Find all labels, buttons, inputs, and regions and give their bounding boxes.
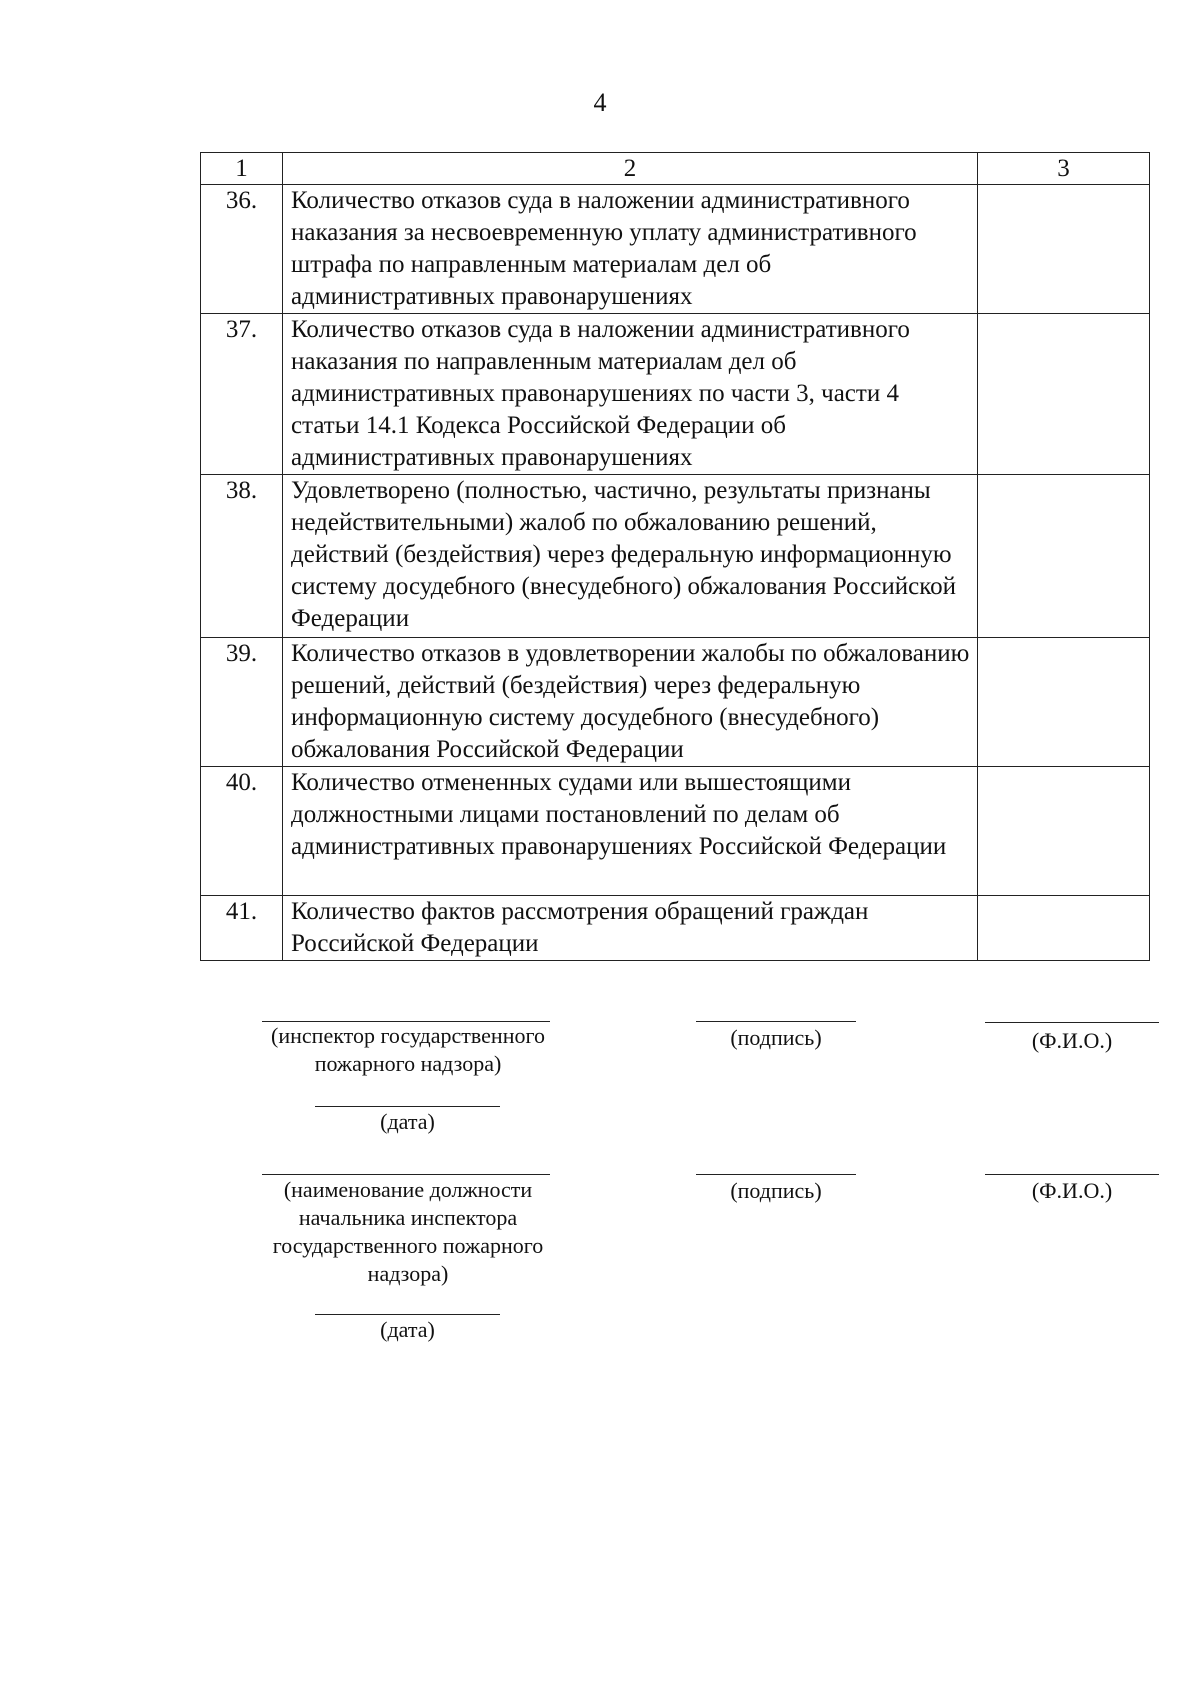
chief-position-line [262, 1174, 550, 1175]
row-value [978, 185, 1150, 314]
row-value [978, 767, 1150, 896]
chief-signature-caption: (подпись) [730, 1178, 822, 1203]
column-header-2: 2 [283, 153, 978, 185]
chief-position-caption: (наименование должности начальника инспектора государственного пожарного надзора) [272, 1177, 544, 1286]
row-number: 37. [201, 314, 283, 475]
table-row [201, 185, 1150, 314]
inspector-signature-line [696, 1021, 856, 1022]
inspector-name-line [985, 1022, 1159, 1023]
chief-date-caption: (дата) [380, 1317, 435, 1342]
inspector-position-caption: (инспектор государственного пожарного надзора) [271, 1023, 545, 1076]
table-row [201, 475, 1150, 638]
row-value [978, 638, 1150, 767]
row-number: 39. [201, 638, 283, 767]
table-row [201, 638, 1150, 767]
table-row [201, 896, 1150, 961]
inspector-date-line [315, 1106, 500, 1107]
row-value [978, 475, 1150, 638]
row-number: 38. [201, 475, 283, 638]
row-description: Удовлетворено (полностью, частично, результаты признаны недействительными) жалоб по обжалованию решений, действий (бездействия) через федеральную информационную систему досудебного (внесудебного) обжалования Российской Федерации [283, 475, 978, 638]
row-description: Количество отказов в удовлетворении жалобы по обжалованию решений, действий (бездействия) через федеральную информационную систему досудебного (внесудебного) обжалования Российской Федерации [283, 638, 978, 767]
table-row [201, 767, 1150, 896]
chief-name-line [985, 1174, 1159, 1175]
page-number: 4 [593, 88, 607, 117]
row-value [978, 896, 1150, 961]
inspector-signature-caption: (подпись) [730, 1025, 822, 1050]
row-description: Количество отказов суда в наложении административного наказания за несвоевременную уплату административного штрафа по направленным материалам дел об административных правонарушениях [283, 185, 978, 314]
chief-date-line [315, 1314, 500, 1315]
row-number: 36. [201, 185, 283, 314]
row-number: 40. [201, 767, 283, 896]
row-number: 41. [201, 896, 283, 961]
chief-signature-line [696, 1174, 856, 1175]
row-value [978, 314, 1150, 475]
row-description: Количество фактов рассмотрения обращений граждан Российской Федерации [283, 896, 978, 961]
row-description: Количество отказов суда в наложении административного наказания по направленным материалам дел об административных правонарушениях по части 3, части 4 статьи 14.1 Кодекса Российской Федерации об административных правонарушениях [283, 314, 978, 475]
table-header-row [201, 153, 1150, 185]
report-table [200, 152, 1150, 961]
inspector-name-caption: (Ф.И.О.) [1031, 1028, 1113, 1053]
column-header-1: 1 [201, 153, 283, 185]
column-header-3: 3 [978, 153, 1150, 185]
table-row [201, 314, 1150, 475]
row-description: Количество отмененных судами или вышестоящими должностными лицами постановлений по делам об административных правонарушениях Российской Федерации [283, 767, 978, 896]
inspector-date-caption: (дата) [380, 1109, 435, 1134]
chief-name-caption: (Ф.И.О.) [1031, 1178, 1113, 1203]
